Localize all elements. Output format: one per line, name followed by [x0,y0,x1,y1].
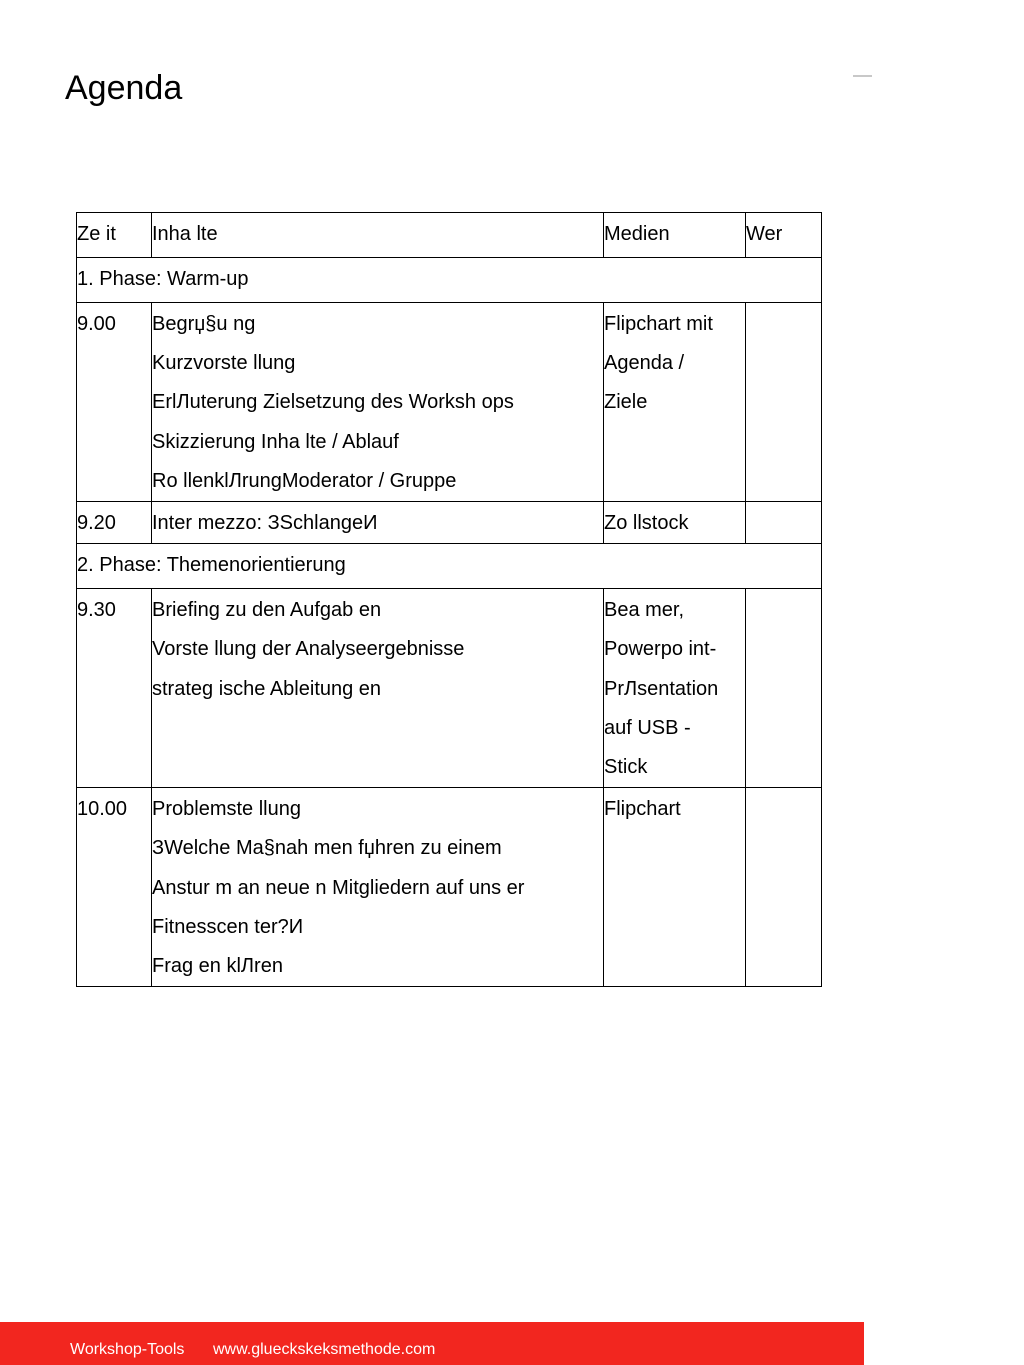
row-medien [604,502,746,544]
inhalte-line: ЗWelche Ma§nah men fџhren zu einem [152,837,502,860]
row-zeit: 9.20 [77,502,152,544]
medien-line: PrЛsentation [604,677,719,700]
inhalte-line: Anstur m an neue n Mitgliedern auf uns er [152,876,525,899]
inhalte-line: ErlЛuterung Zielsetzung des Worksh ops [152,391,514,414]
table-row [77,788,822,987]
row-zeit: 10.00 [77,788,152,987]
row-zeit: 9.30 [77,589,152,788]
row-wer [746,502,822,544]
row-wer [746,589,822,788]
medien-line: Powerpo int- [604,638,717,661]
inhalte-line: Skizzierung Inha lte / Ablauf [152,430,399,453]
table-row [77,303,822,502]
row-wer [746,788,822,987]
row-wer [746,303,822,502]
table-header-row [77,213,822,258]
header-medien: Medien [604,213,746,258]
inhalte-line: Problemste llung [152,798,301,821]
inhalte-line: Begrџ§u ng [152,313,256,335]
phase-row [77,544,822,589]
medien-line: auf USB - [604,716,691,739]
medien-line: Ziele [604,391,648,414]
page-title: Agenda [65,69,183,107]
row-inhalte [152,303,604,502]
medien-line: Agenda / [604,352,685,375]
phase-1-label: 1. Phase: Warm-up [77,258,822,303]
medien-line: Flipchart [604,798,681,821]
header-wer: Wer [746,213,822,258]
inhalte-line: Frag en klЛren [152,955,283,978]
medien-line: Stick [604,756,648,779]
medien-line: Zo llstock [604,512,689,535]
inhalte-line: Kurzvorste llung [152,352,296,375]
inhalte-line: Inter mezzo: ЗSchlangeИ [152,512,378,535]
table-row [77,589,822,788]
phase-2-label: 2. Phase: Themenorientierung [77,544,822,589]
row-zeit: 9.00 [77,303,152,502]
row-inhalte [152,589,604,788]
inhalte-line: Ro llenklЛrungModerator / Gruppe [152,469,457,492]
inhalte-line: strateg ische Ableitung en [152,677,382,700]
table-row [77,502,822,544]
footer-bar [0,1322,864,1365]
inhalte-line: Vorste llung der Analyseergebnisse [152,638,465,661]
agenda-table [76,212,822,987]
inhalte-line: Fitnesscen ter?И [152,915,304,938]
phase-row [77,258,822,303]
row-medien [604,589,746,788]
row-inhalte [152,788,604,987]
footer-label: Workshop-Tools [70,1341,185,1358]
medien-line: Bea mer, [604,599,685,622]
row-inhalte [152,502,604,544]
footer-website-link[interactable]: www.glueckskeksmethode.com [213,1341,436,1358]
row-medien [604,788,746,987]
corner-mark [853,75,872,77]
header-zeit: Ze it [77,213,152,258]
inhalte-line: Briefing zu den Aufgab en [152,599,382,622]
row-medien [604,303,746,502]
header-inhalte: Inha lte [152,213,604,258]
medien-line: Flipchart mit [604,313,713,335]
